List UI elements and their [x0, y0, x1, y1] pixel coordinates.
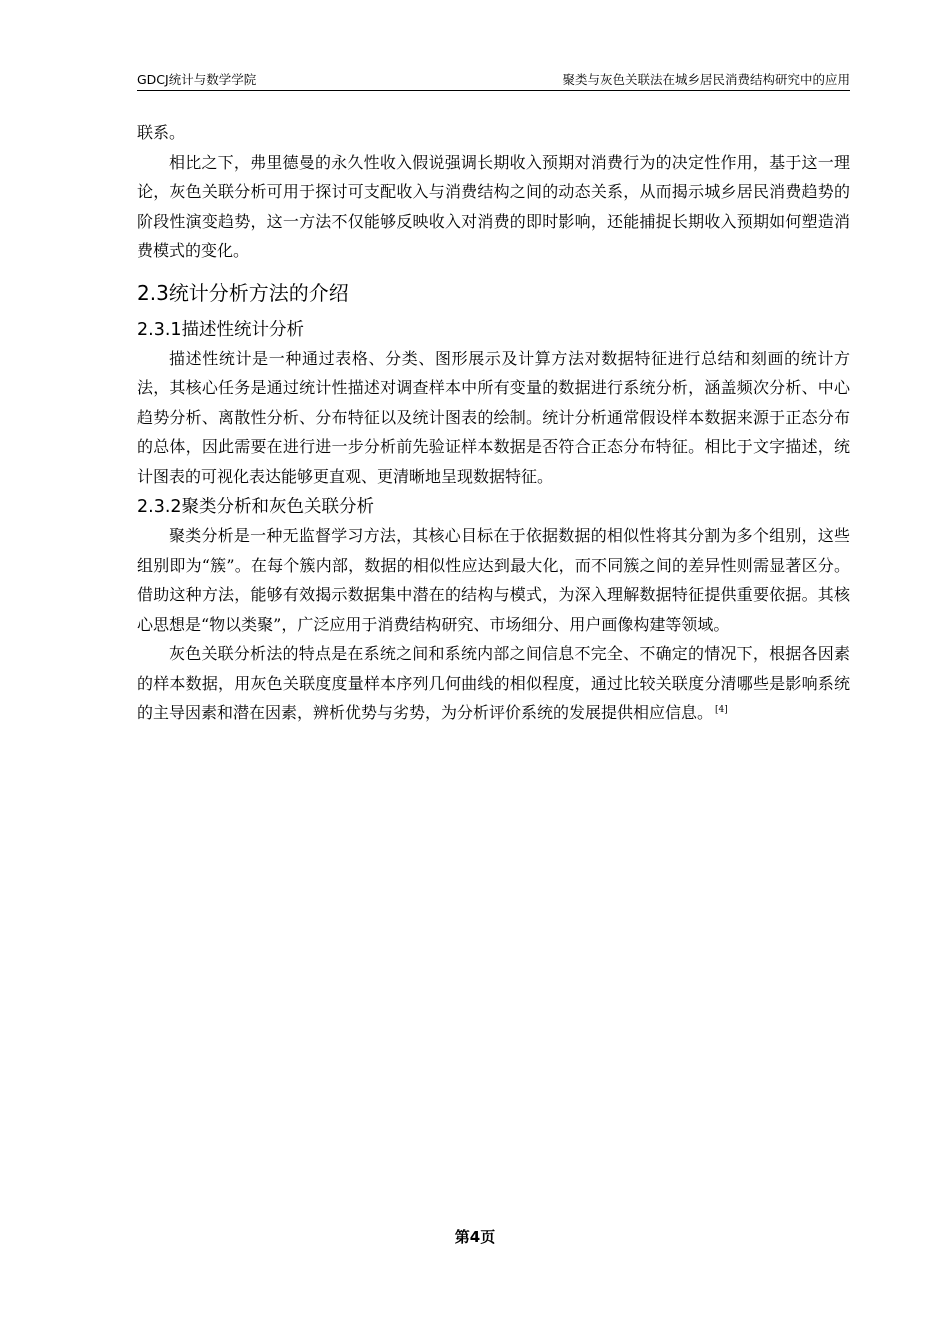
page-header [137, 66, 850, 91]
page-number: 第4页 [454, 1228, 496, 1246]
header-left: GDCJ统计与数学学院 [137, 72, 257, 87]
paragraph-friedman: 相比之下，弗里德曼的永久性收入假说强调长期收入预期对消费行为的决定性作用，基于这一理论，灰色关联分析可用于探讨可支配收入与消费结构之间的动态关系，从而揭示城乡居民消费趋势的阶段性演变趋势，这一方法不仅能够反映收入对消费的即时影响，还能捕捉长期收入预期如何塑造消费模式的变化。 [137, 152, 850, 260]
section-heading-2-3: 2.3统计分析方法的介绍 [137, 280, 349, 305]
subsection-heading-2-3-2: 2.3.2聚类分析和灰色关联分析 [137, 497, 375, 517]
paragraph-descriptive-statistics: 描述性统计是一种通过表格、分类、图形展示及计算方法对数据特征进行总结和刻画的统计方法，其核心任务是通过统计性描述对调查样本中所有变量的数据进行系统分析，涵盖频次分析、中心趋势分析、离散性分析、分布特征以及统计图表的绘制。统计分析通常假设样本数据来源于正态分布的总体，因此需要在进行进一步分析前先验证样本数据是否符合正态分布特征。相比于文字描述，统计图表的可视化表达能够更直观、更清晰地呈现数据特征。 [137, 348, 850, 486]
citation-reference[interactable]: [4] [715, 704, 728, 715]
document-body [137, 118, 850, 728]
subsection-heading-2-3-1: 2.3.1描述性统计分析 [137, 319, 305, 340]
paragraph-continuation: 联系。 [137, 123, 186, 142]
paragraph-cluster-analysis: 聚类分析是一种无监督学习方法，其核心目标在于依据数据的相似性将其分割为多个组别，这些组别即为“簇”。在每个簇内部，数据的相似性应达到最大化，而不同簇之间的差异性则需显著区分。借助这种方法，能够有效揭示数据集中潜在的结构与模式，为深入理解数据特征提供重要依据。其核心思想是“物以类聚”，广泛应用于消费结构研究、市场细分、用户画像构建等领域。 [137, 526, 850, 634]
header-right: 聚类与灰色关联法在城乡居民消费结构研究中的应用 [562, 72, 850, 87]
paragraph-grey-relational-text: 灰色关联分析法的特点是在系统之间和系统内部之间信息不完全、不确定的情况下，根据各因素的样本数据，用灰色关联度度量样本序列几何曲线的相似程度，通过比较关联度分清哪些是影响系统的主导因素和潜在因素，辨析优势与劣势，为分析评价系统的发展提供相应信息。 [137, 644, 850, 722]
paragraph-grey-relational [137, 639, 850, 728]
